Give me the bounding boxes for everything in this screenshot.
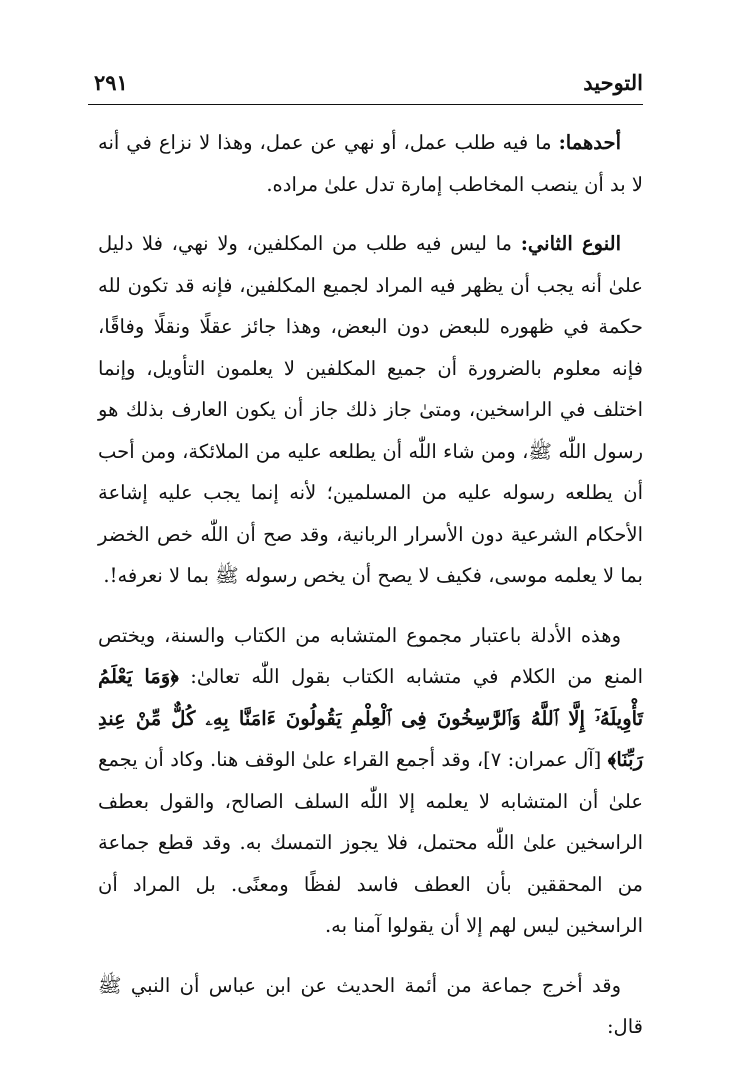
paragraph-4-text: وقد أخرج جماعة من أئمة الحديث عن ابن عباس أن النبي ﷺ قال: [98,973,643,1038]
page-number: ٢٩١ [94,70,128,95]
paragraph-1 [98,122,643,205]
paragraph-3-text-after: [آل عمران: ٧]، وقد أجمع القراء علىٰ الوقف هنا. وكاد أن يجمع علىٰ أن المتشابه لا يعلمه إلا اللّٰه السلف الصالح، والقول بعطف الراسخين علىٰ اللّٰه محتمل، فلا يجوز التمسك به. وقد قطع جماعة من المحققين بأن العطف فاسد لفظًا ومعنًى. بل المراد أن الراسخين ليس لهم إلا أن يقولوا آمنا به. [98,748,643,937]
page-body [98,122,643,1066]
paragraph-1-text: ما فيه طلب عمل، أو نهي عن عمل، وهذا لا نزاع في أنه لا بد أن ينصب المخاطب إمارة تدل علىٰ مراده. [98,131,643,196]
paragraph-3-text-before: وهذه الأدلة باعتبار مجموع المتشابه من الكتاب والسنة، ويختص المنع من الكلام في متشابه الكتاب بقول اللّٰه تعالىٰ: [98,623,643,688]
paragraph-4 [98,965,643,1048]
header-title: التوحيد [583,70,643,95]
paragraph-2-text: ما ليس فيه طلب من المكلفين، ولا نهي، فلا دليل علىٰ أنه يجب أن يظهر فيه المراد لجميع المكلفين، فإنه قد تكون لله حكمة في ظهوره للبعض دون البعض، وهذا جائز عقلًا ونقلًا وفاقًا، فإنه معلوم بالضرورة أن جميع المكلفين لا يعلمون التأويل، وإنما اختلف في الراسخين، ومتىٰ جاز ذلك جاز أن يكون العارف بذلك هو رسول اللّٰه ﷺ، ومن شاء اللّٰه أن يطلعه عليه من الملائكة، ومن أحب أن يطلعه رسوله عليه من المسلمين؛ لأنه إنما يجب عليه إشاعة الأحكام الشرعية دون الأسرار الربانية، وقد صح أن اللّٰه خص الخضر بما لا يعلمه موسى، فكيف لا يصح أن يخص رسوله ﷺ بما لا نعرفه!. [98,232,643,587]
paragraph-1-heading: أحدهما: [558,131,621,154]
running-header [88,64,643,105]
quran-verse: ﴿وَمَا يَعْلَمُ تَأْوِيلَهُۥٓ إِلَّا ٱللَّهُ وَٱلرَّٰسِخُونَ فِى ٱلْعِلْمِ يَقُولُونَ ءَامَنَّا بِهِۦ كُلٌّ مِّنْ عِندِ رَبِّنَا﴾ [98,665,643,771]
paragraph-3 [98,615,643,947]
paragraph-2 [98,223,643,597]
paragraph-2-heading: النوع الثاني: [520,232,621,255]
